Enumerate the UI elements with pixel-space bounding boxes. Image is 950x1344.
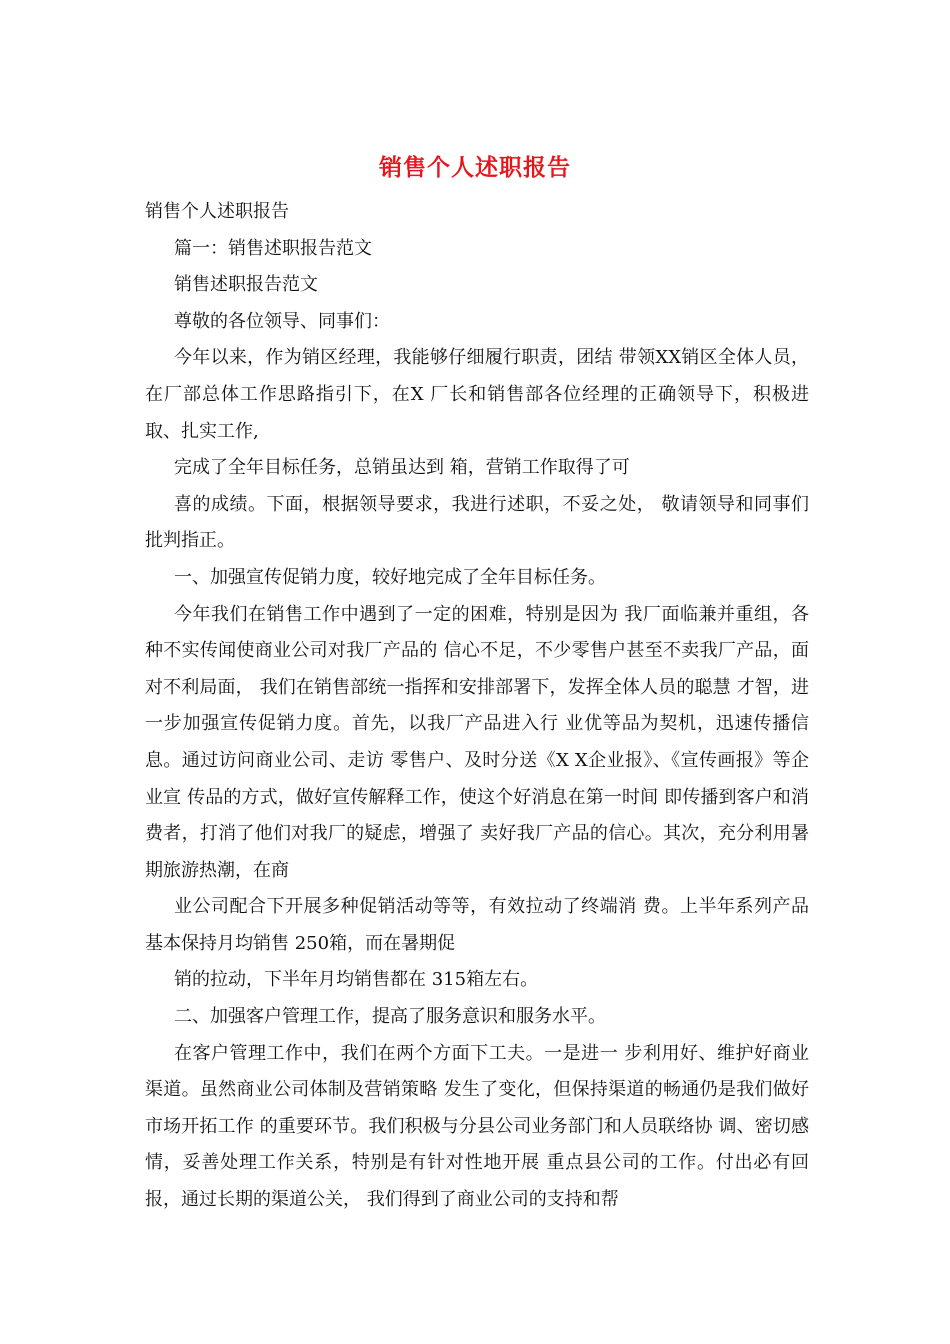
paragraph-intro-closing: 喜的成绩。下面，根据领导要求，我进行述职，不妥之处， 敬请领导和同事们批判指正。 <box>145 493 809 552</box>
section-heading-1: 一、加强宣传促销力度，较好地完成了全年目标任务。 <box>174 566 606 588</box>
paragraph-intro: 今年以来，作为销区经理，我能够仔细履行职责，团结 带领XX销区全体人员，在厂部总体工作思路指引下，在X 厂长和销售部各位经理的正确领导下，积极进取、扎实工作, <box>145 347 809 442</box>
paragraph-section-label: 篇一：销售述职报告范文 <box>174 237 372 259</box>
paragraph-section-2-body: 在客户管理工作中，我们在两个方面下工夫。一是进一 步利用好、维护好商业渠道。虽然商业公司体制及营销策略 发生了变化，但保持渠道的畅通仍是我们做好市场开拓工作 的重要环节。我们积极与分县公司业务部门和人员联络协 调、密切感情，妥善处理工作关系，特别是有针对性地开展 重点县公司的工作。付出必有回报，通过长期的渠道公关， 我们得到了商业公司的支持和帮 <box>145 1042 809 1211</box>
document-title: 销售个人述职报告 <box>379 154 571 181</box>
section-heading-2: 二、加强客户管理工作，提高了服务意识和服务水平。 <box>174 1006 606 1028</box>
paragraph-subtitle: 销售述职报告范文 <box>174 274 318 296</box>
document-body <box>145 194 809 1219</box>
paragraph-section-1-closing: 销的拉动，下半年月均销售都在 315箱左右。 <box>174 969 539 991</box>
paragraph-salutation: 尊敬的各位领导、同事们： <box>174 310 390 332</box>
paragraph-section-1-body: 今年我们在销售工作中遇到了一定的困难，特别是因为 我厂面临兼并重组，各种不实传闻使商业公司对我厂产品的 信心不足，不少零售户甚至不卖我厂产品，面对不利局面， 我们在销售部统一指挥和安排部署下，发挥全体人员的聪慧 才智，进一步加强宣传促销力度。首先，以我厂产品进入行 业优等品为契机，迅速传播信息。通过访问商业公司、走访 零售户、及时分送《X X企业报》、《宣传画报》等企业宣 传品的方式，做好宣传解释工作，使这个好消息在第一时间 即传播到客户和消费者，打消了他们对我厂的疑虑，增强了 卖好我厂产品的信心。其次，充分利用暑期旅游热潮，在商 <box>145 603 809 881</box>
paragraph-heading: 销售个人述职报告 <box>145 201 289 222</box>
paragraph-intro-continued: 完成了全年目标任务，总销虽达到 箱，营销工作取得了可 <box>174 457 630 479</box>
paragraph-section-1-continued: 业公司配合下开展多种促销活动等等，有效拉动了终端消 费。上半年系列产品基本保持月均销售 250箱，而在暑期促 <box>145 896 809 954</box>
